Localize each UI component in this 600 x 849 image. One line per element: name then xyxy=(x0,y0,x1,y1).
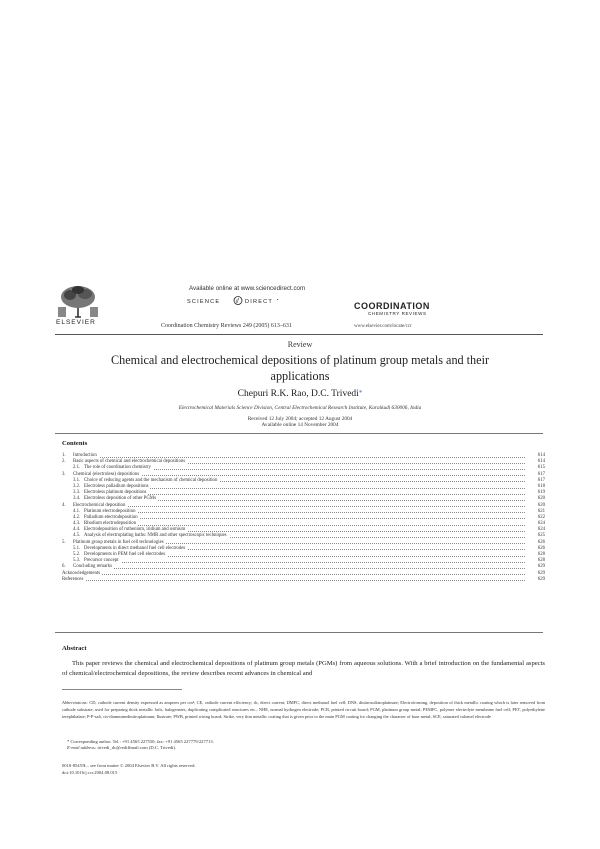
toc-entry-number: 3.2. xyxy=(73,483,81,489)
toc-leader-dots xyxy=(73,457,525,458)
contents-divider xyxy=(55,632,543,633)
journal-url: www.elsevier.com/locate/ccr xyxy=(354,324,412,329)
toc-entry-page: 629 xyxy=(537,564,545,570)
online-date: Available online 14 November 2004 xyxy=(261,422,339,428)
toc-entry-page: 622 xyxy=(537,514,545,520)
abstract-text: This paper reviews the chemical and electrochemical depositions of platinum group metals (PGMs) from aqueous solutions. With a brief introduction on the fundamental aspects of chemical/electrochemical depositions, the review describes recent advances in chemical and xyxy=(62,660,545,677)
toc-entry-page: 626 xyxy=(537,539,545,545)
toc-entry-number: 3. xyxy=(62,471,66,477)
journal-logo-subtitle: CHEMISTRY REVIEWS xyxy=(368,311,427,316)
toc-entry-number: 4. xyxy=(62,502,66,508)
sciencedirect-logo xyxy=(186,296,296,305)
title-divider xyxy=(55,433,543,434)
toc-entry-page: 618 xyxy=(537,483,545,489)
toc-entry-title: Introduction xyxy=(73,453,97,458)
svg-text:•: • xyxy=(277,297,279,302)
toc-entry-title: Palladium electrodeposition xyxy=(84,514,138,520)
toc-entry-page: 615 xyxy=(537,465,545,471)
toc-entry-title: Electroless deposition of other PGMs xyxy=(84,496,156,502)
toc-entry-title: References xyxy=(62,576,84,582)
toc-entry-title: Electroless platinum depositions xyxy=(84,490,147,496)
toc-leader-dots xyxy=(84,512,525,513)
toc-entry-title: Analysis of electroplating baths: NMR and other spectroscopic techniques xyxy=(84,533,227,539)
toc-entry-number: 5.3. xyxy=(73,558,81,564)
svg-text:d: d xyxy=(235,298,239,305)
table-of-contents xyxy=(62,453,545,583)
toc-entry-page: 629 xyxy=(537,576,545,582)
toc-entry-title: Electroless palladium depositions xyxy=(84,483,149,489)
toc-entry-title: Developments in direct methanol fuel cell electrodes xyxy=(84,545,186,551)
toc-entry-page: 626 xyxy=(537,545,545,551)
publisher-name: ELSEVIER xyxy=(56,319,96,326)
toc-leader-dots xyxy=(73,580,525,581)
toc-entry-title: The role of coordination chemistry xyxy=(84,465,151,471)
header-divider xyxy=(55,334,543,335)
toc-entry-page: 621 xyxy=(537,508,545,514)
toc-entry-page: 619 xyxy=(537,490,545,496)
received-dates: Received 12 July 2004; accepted 12 August 2004 xyxy=(247,416,353,422)
toc-leader-dots xyxy=(73,574,525,575)
elsevier-tree-logo xyxy=(55,285,101,319)
toc-leader-dots xyxy=(73,506,525,507)
toc-entry-title: Precursor concept xyxy=(84,558,119,564)
toc-entry-number: 4.2. xyxy=(73,514,81,520)
author-line xyxy=(0,389,600,399)
affiliation: Electrochemical Materials Science Division, Central Electrochemical Research Institute, Karaikudi 630006, India xyxy=(178,405,422,411)
toc-entry-number: 5.2. xyxy=(73,552,81,557)
toc-entry-title: Rhodium electrodeposition xyxy=(84,521,137,527)
toc-leader-dots xyxy=(84,525,525,526)
article-type: Review xyxy=(287,340,313,349)
toc-entry-page: 629 xyxy=(537,570,545,576)
email-address[interactable]: trivedi_dc@rediffmail.com (D.C. Trivedi). xyxy=(97,745,177,750)
email-line xyxy=(67,745,176,750)
toc-entry-page: 617 xyxy=(537,477,545,483)
article-title: Chemical and electrochemical depositions of platinum group metals and their applications xyxy=(110,353,490,383)
email-label: E-mail address: xyxy=(67,745,97,750)
toc-entry-number: 2. xyxy=(62,459,66,465)
toc-entry-page: 628 xyxy=(537,552,545,557)
toc-entry-number: 4.1. xyxy=(73,508,81,514)
toc-entry-number: 4.5. xyxy=(73,533,81,539)
toc-entry-title: Concluding remarks xyxy=(73,564,113,570)
contents-heading: Contents xyxy=(62,440,88,447)
svg-text:SCIENCE: SCIENCE xyxy=(187,298,221,305)
toc-entry-number: 2.1. xyxy=(73,465,81,471)
toc-entry-title: Chemical (electroless) depositions xyxy=(73,471,140,477)
toc-entry-number: 5.1. xyxy=(73,545,81,551)
toc-leader-dots xyxy=(73,568,525,569)
toc-entry-title: Basic aspects of chemical and electrochemical depositions xyxy=(73,459,186,465)
toc-leader-dots xyxy=(84,562,525,563)
toc-entry-title: Acknowledgements xyxy=(62,570,101,576)
abbreviations xyxy=(62,700,545,720)
toc-leader-dots xyxy=(84,494,525,495)
corresponding-author-marker[interactable]: * xyxy=(358,389,363,397)
abstract-heading: Abstract xyxy=(62,645,87,652)
abbreviations-text: CD, cathode current density expressed as amperes per cm²; CE, cathode current efficiency; dc, direct current; DMFC, direct methanol fuel cell; DNS, dinitrosulfatoplatinate; Electroforming, deposition of thick metallic coating which is later removed from cathode substrate, used for preparing thick metallic foils, halogenates, duplicating complicated structures etc.; NHE, normal hydrogen electrode; PCB, printed circuit board; PGM, platinum group metal; PEMFC, polymer electrolyte membrane fuel cell; PET, polyethylene terephthalate; P-P-salt, cis-diamminedinitroplatinum; Ilustrate; PWB, printed wiring board; Strike, very thin metallic coating that is given prior to the main PGM coating for changing the character of base metal; SCE, saturated calomel electrode xyxy=(62,700,545,719)
toc-entry-page: 628 xyxy=(537,558,545,564)
journal-reference: Coordination Chemistry Reviews 249 (2005) 613–631 xyxy=(161,323,292,329)
doi-line[interactable]: doi:10.1016/j.ccr.2004.08.015 xyxy=(62,770,118,775)
available-online-text: Available online at www.sciencedirect.com xyxy=(189,285,306,292)
authors: Chepuri R.K. Rao, D.C. Trivedi xyxy=(237,389,359,399)
toc-entry-number: 3.4. xyxy=(73,496,81,502)
toc-entry-page: 624 xyxy=(537,521,545,527)
abbreviations-label: Abbreviations: xyxy=(62,700,88,705)
toc-entry-number: 5. xyxy=(62,539,66,545)
toc-entry-number: 4.3. xyxy=(73,521,81,527)
toc-entry-page: 614 xyxy=(537,453,545,458)
toc-entry-number: 3.1. xyxy=(73,477,81,483)
toc-entry[interactable] xyxy=(62,577,545,583)
toc-entry-page: 620 xyxy=(537,496,545,502)
toc-entry-number: 4.4. xyxy=(73,527,81,533)
toc-entry-page: 620 xyxy=(537,502,545,508)
toc-entry-title: Developments in PEM fuel cell electrodes xyxy=(84,552,166,557)
toc-entry-page: 617 xyxy=(537,471,545,477)
toc-entry-title: Platinum electrodeposition xyxy=(84,508,136,514)
toc-entry-number: 6. xyxy=(62,564,66,570)
copyright-line: 0010-8545/$ – see front matter © 2004 Elsevier B.V. All rights reserved. xyxy=(62,763,196,768)
toc-entry-title: Platinum group metals in fuel cell technologies xyxy=(73,539,164,545)
corresponding-author-note: * Corresponding author. Tel.: +91 4565 227550; fax: +91 4565 227779/227713. xyxy=(67,739,214,744)
svg-text:DIRECT: DIRECT xyxy=(245,298,274,305)
toc-entry-page: 614 xyxy=(537,459,545,465)
toc-entry-title: Choice of reducing agents and the mechanism of chemical deposition xyxy=(84,477,218,483)
toc-entry-title: Electrochemical deposition xyxy=(73,502,126,508)
toc-entry-number: 3.3. xyxy=(73,490,81,496)
toc-entry-number: 1. xyxy=(62,453,66,458)
footnote-divider xyxy=(62,689,182,690)
toc-entry-page: 625 xyxy=(537,533,545,539)
toc-entry-page: 624 xyxy=(537,527,545,533)
toc-entry-title: Electrodeposition of ruthenium, iridium and osmium xyxy=(84,527,186,533)
journal-logo-title: COORDINATION xyxy=(354,301,430,311)
toc-leader-dots xyxy=(84,518,525,519)
